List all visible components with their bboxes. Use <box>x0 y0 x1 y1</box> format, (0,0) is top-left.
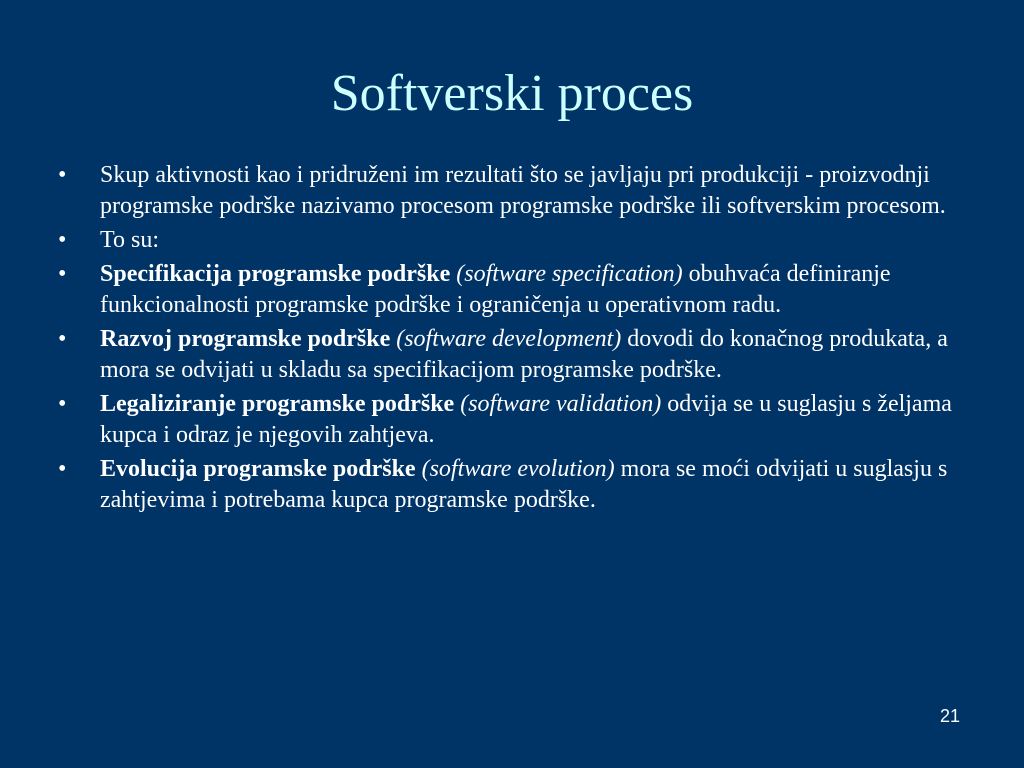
bullet-english-term: (software evolution) <box>421 456 615 482</box>
slide-title: Softverski proces <box>330 65 694 122</box>
bullet-list <box>58 160 958 519</box>
bullet-item <box>58 259 958 321</box>
bullet-description: obuhvaća definiranje funkcionalnosti programske podrške i ograničenja u operativnom radu. <box>100 261 891 318</box>
page-number: 21 <box>939 706 960 726</box>
bullet-text: To su: <box>100 227 159 253</box>
bullet-dot: • <box>58 456 67 482</box>
bullet-term: Legaliziranje programske podrške <box>100 391 455 417</box>
bullet-item <box>58 454 958 516</box>
bullet-dot: • <box>58 391 67 417</box>
bullet-english-term: (software development) <box>396 326 622 352</box>
bullet-item <box>58 389 958 451</box>
bullet-english-term: (software specification) <box>456 261 683 287</box>
bullet-dot: • <box>58 227 67 253</box>
bullet-term: Razvoj programske podrške <box>100 326 391 352</box>
bullet-english-term: (software validation) <box>460 391 662 417</box>
bullet-item <box>58 225 958 256</box>
bullet-dot: • <box>58 261 67 287</box>
bullet-description: odvija se u suglasju s željama kupca i odraz je njegovih zahtjeva. <box>100 391 952 448</box>
bullet-description: dovodi do konačnog produkata, a mora se odvijati u skladu sa specifikacijom programske podrške. <box>100 326 948 383</box>
bullet-text: Skup aktivnosti kao i pridruženi im rezultati što se javljaju pri produkciji - proizvodnji programske podrške nazivamo procesom programske podrške ili softverskim procesom. <box>100 162 946 219</box>
bullet-dot: • <box>58 326 67 352</box>
bullet-item <box>58 160 958 222</box>
bullet-term: Evolucija programske podrške <box>100 456 416 482</box>
bullet-item <box>58 324 958 386</box>
bullet-term: Specifikacija programske podrške <box>100 261 451 287</box>
bullet-dot: • <box>58 162 67 188</box>
bullet-description: mora se moći odvijati u suglasju s zahtjevima i potrebama kupca programske podrške. <box>100 456 948 513</box>
